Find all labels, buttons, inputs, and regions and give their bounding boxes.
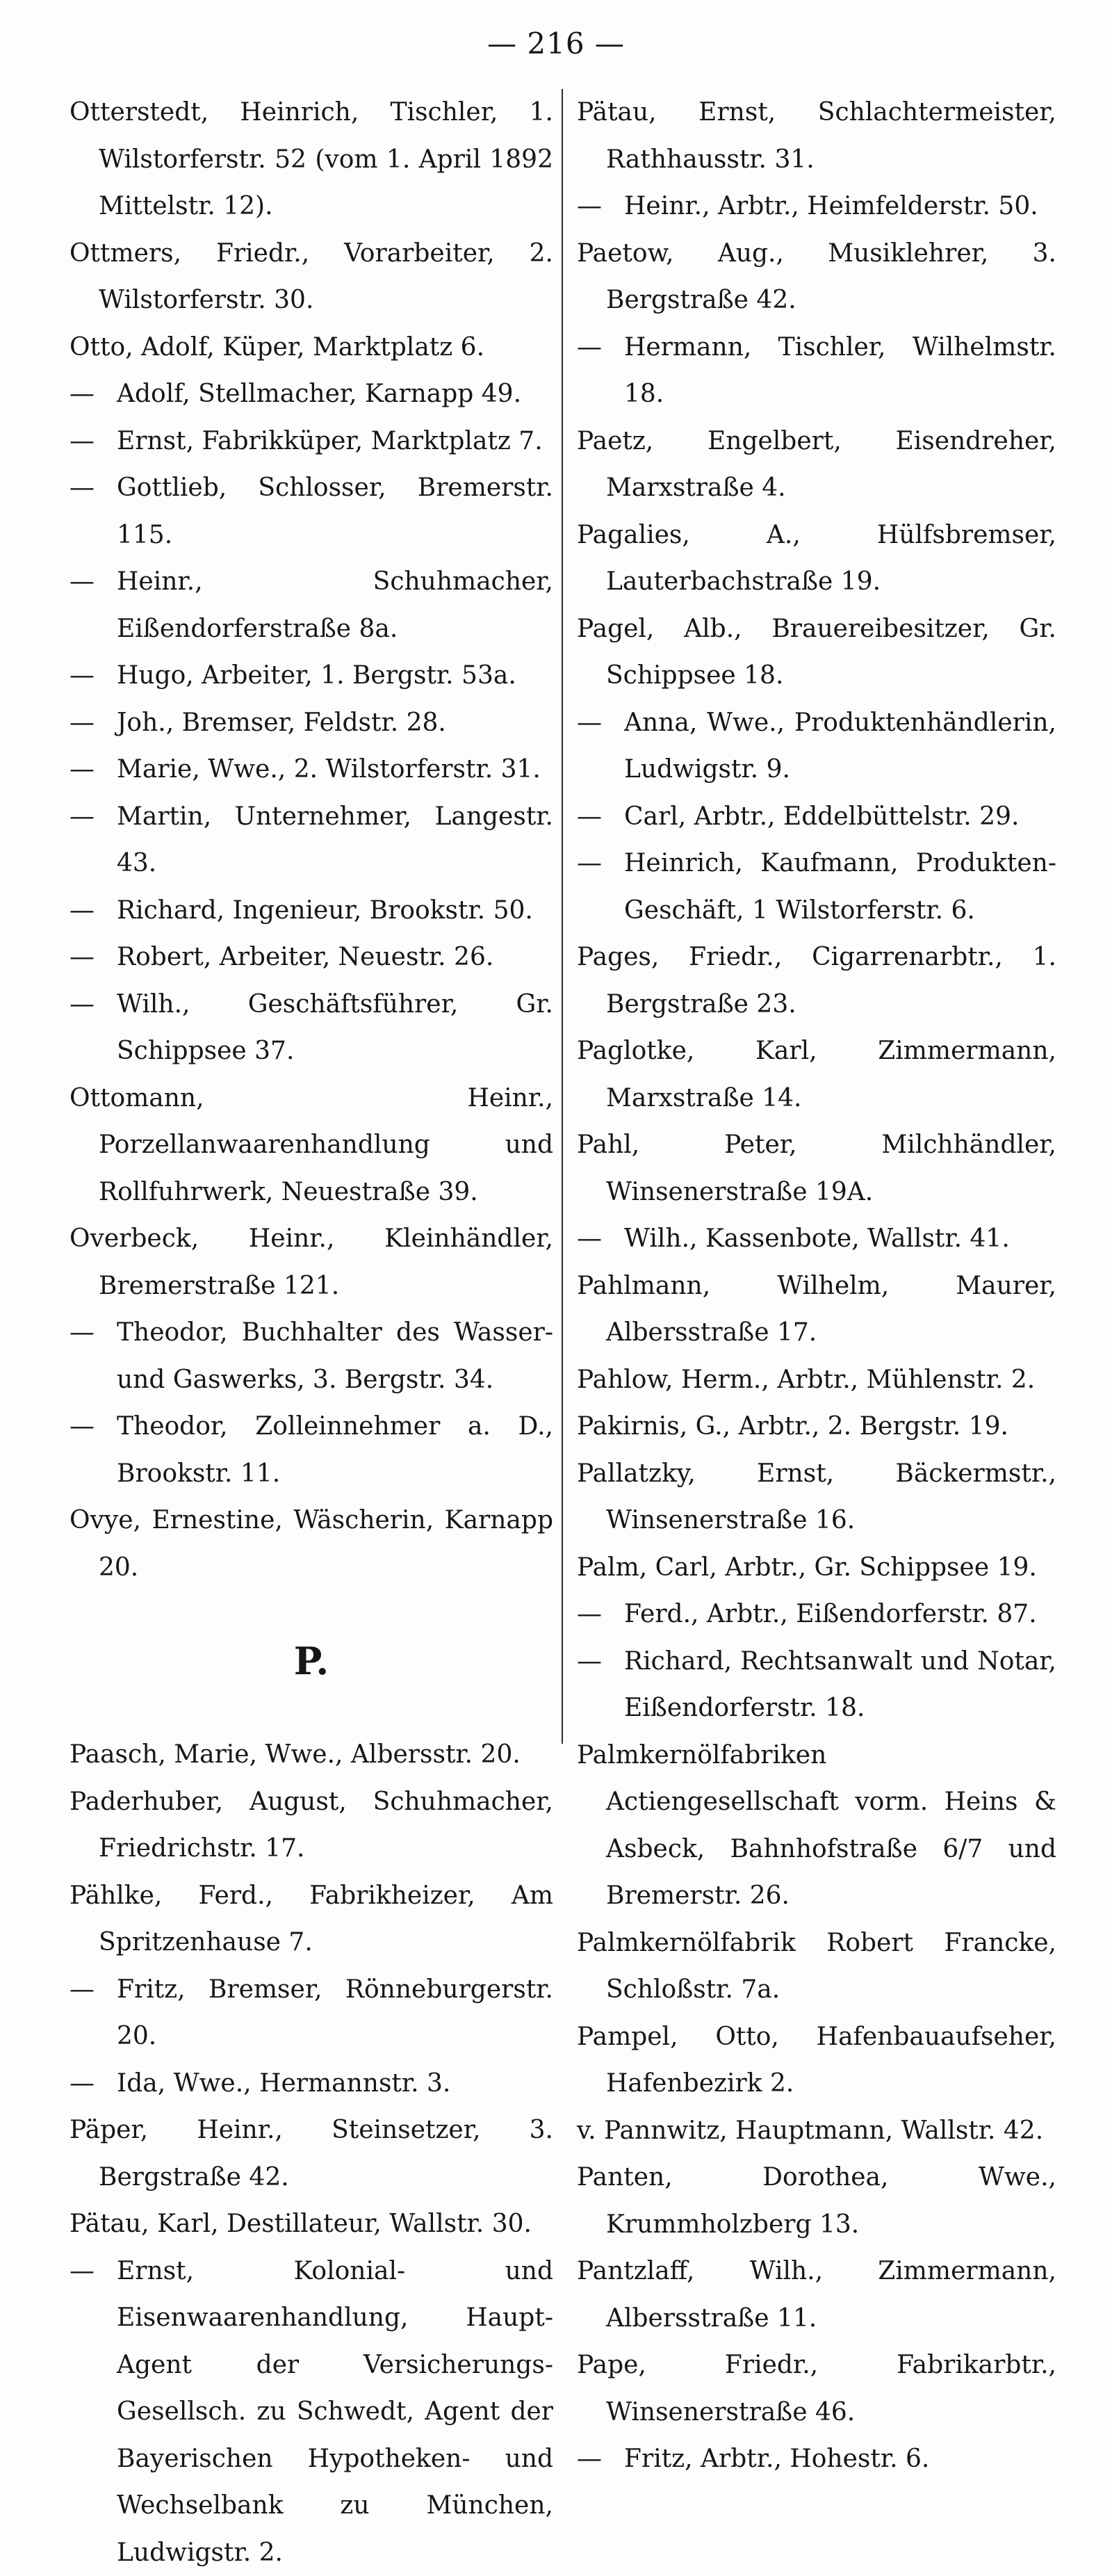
entry-text: Palm, Carl, Arbtr., Gr. Schippsee 19. (577, 1553, 1037, 1582)
repeat-name-dash: — (70, 558, 117, 606)
directory-entry (577, 1450, 1056, 1544)
directory-entry (70, 981, 553, 1075)
directory-entry (577, 1403, 1056, 1450)
entry-text: Pape, Friedr., Fabrikarbtr., Winsenerstraße 46. (577, 2351, 1056, 2427)
repeat-name-dash: — (70, 371, 117, 418)
repeat-name-dash: — (577, 183, 624, 230)
repeat-name-dash: — (70, 2060, 117, 2107)
left-column (70, 89, 553, 2576)
repeat-name-dash: — (577, 1591, 624, 1638)
directory-entry (577, 2342, 1056, 2436)
directory-entry (577, 2154, 1056, 2248)
directory-entry (577, 1732, 1056, 1920)
directory-entry (70, 699, 553, 747)
entry-text: Gottlieb, Schlosser, Bremerstr. 115. (117, 473, 553, 549)
directory-entry (70, 230, 553, 324)
entry-text: Marie, Wwe., 2. Wilstorferstr. 31. (117, 755, 541, 784)
entry-text: Ovye, Ernestine, Wäscherin, Karnapp 20. (70, 1506, 553, 1582)
directory-entry (70, 1497, 553, 1591)
directory-entry (577, 2107, 1056, 2155)
directory-entry (70, 2107, 553, 2201)
entry-text: Robert, Arbeiter, Neuestr. 26. (117, 943, 493, 971)
directory-entry (577, 89, 1056, 183)
directory-entry (577, 2248, 1056, 2342)
directory-entry (577, 1544, 1056, 1591)
entry-text: Wilh., Kassenbote, Wallstr. 41. (624, 1224, 1010, 1253)
entry-text: Theodor, Buchhalter des Wasser- und Gaswerks, 3. Bergstr. 34. (117, 1318, 553, 1394)
entry-text: Paglotke, Karl, Zimmermann, Marxstraße 14. (577, 1037, 1056, 1112)
entry-text: Otterstedt, Heinrich, Tischler, 1. Wilstorferstr. 52 (vom 1. April 1892 Mittelstr. 12). (70, 98, 553, 220)
repeat-name-dash: — (577, 1215, 624, 1263)
entry-text: Pätau, Ernst, Schlachtermeister, Rathhausstr. 31. (577, 98, 1056, 174)
directory-entry (577, 1121, 1056, 1215)
entry-text: Hugo, Arbeiter, 1. Bergstr. 53a. (117, 661, 516, 690)
directory-entry (577, 1215, 1056, 1263)
directory-entry (577, 1263, 1056, 1356)
directory-entry (577, 606, 1056, 699)
directory-entry (70, 1075, 553, 1216)
repeat-name-dash: — (70, 934, 117, 981)
entry-text: Palmkernölfabrik Robert Francke, Schloßstr. 7a. (577, 1929, 1056, 2004)
repeat-name-dash: — (70, 418, 117, 465)
directory-entry (70, 934, 553, 981)
directory-entry (70, 1731, 553, 1779)
entry-text: Theodor, Zolleinnehmer a. D., Brookstr. 11. (117, 1412, 553, 1488)
entry-text: Richard, Rechtsanwalt und Notar, Eißendorferstr. 18. (624, 1647, 1056, 1723)
directory-entry (70, 371, 553, 418)
directory-entry (70, 324, 553, 371)
repeat-name-dash: — (70, 746, 117, 793)
entry-text: Paderhuber, August, Schuhmacher, Friedrichstr. 17. (70, 1788, 553, 1863)
entry-text: Otto, Adolf, Küper, Marktplatz 6. (70, 333, 484, 362)
entry-text: Martin, Unternehmer, Langestr. 43. (117, 802, 553, 878)
directory-entry (70, 746, 553, 793)
entry-text: Pahl, Peter, Milchhändler, Winsenerstraße 19A. (577, 1131, 1056, 1206)
directory-entry (577, 840, 1056, 934)
directory-entry (70, 1403, 553, 1497)
repeat-name-dash: — (577, 324, 624, 371)
entry-text: Anna, Wwe., Produktenhändlerin, Ludwigstr. 9. (624, 708, 1056, 784)
entry-text: Paetz, Engelbert, Eisendreher, Marxstraße 4. (577, 427, 1056, 503)
directory-entry (577, 934, 1056, 1028)
entry-text: Hermann, Tischler, Wilhelmstr. 18. (624, 333, 1056, 409)
entry-text: Pahlmann, Wilhelm, Maurer, Albersstraße 17. (577, 1272, 1056, 1347)
entry-text: Ida, Wwe., Hermannstr. 3. (117, 2069, 450, 2098)
directory-entry (577, 1356, 1056, 1404)
entry-text: Pages, Friedr., Cigarrenarbtr., 1. Bergstraße 23. (577, 943, 1056, 1019)
repeat-name-dash: — (577, 840, 624, 887)
repeat-name-dash: — (577, 699, 624, 747)
directory-entry (70, 2201, 553, 2248)
repeat-name-dash: — (70, 464, 117, 512)
repeat-name-dash: — (70, 2248, 117, 2295)
repeat-name-dash: — (70, 887, 117, 934)
entry-text: Fritz, Bremser, Rönneburgerstr. 20. (117, 1975, 553, 2051)
entry-text: Pätau, Karl, Destillateur, Wallstr. 30. (70, 2210, 532, 2238)
entry-text: Pählke, Ferd., Fabrikheizer, Am Spritzenhause 7. (70, 1881, 553, 1957)
entry-text: Fritz, Arbtr., Hohestr. 6. (624, 2445, 929, 2473)
repeat-name-dash: — (70, 793, 117, 841)
repeat-name-dash: — (577, 793, 624, 841)
entry-text: Palmkernölfabriken Actiengesellschaft vorm. Heins & Asbeck, Bahnhofstraße 6/7 und Bremerstr. 26. (577, 1741, 1056, 1911)
directory-entry (577, 699, 1056, 793)
entry-text: Overbeck, Heinr., Kleinhändler, Bremerstraße 121. (70, 1224, 553, 1300)
entry-text: Pahlow, Herm., Arbtr., Mühlenstr. 2. (577, 1366, 1035, 1394)
directory-entry (577, 230, 1056, 324)
entry-text: Pagalies, A., Hülfsbremser, Lauterbachstraße 19. (577, 521, 1056, 597)
directory-entry (70, 418, 553, 465)
section-letter-heading: P. (70, 1591, 553, 1731)
entry-text: Pantzlaff, Wilh., Zimmermann, Albersstraße 11. (577, 2257, 1056, 2333)
entry-text: Pagel, Alb., Brauereibesitzer, Gr. Schippsee 18. (577, 615, 1056, 690)
entry-text: Heinrich, Kaufmann, Produkten-Geschäft, 1 Wilstorferstr. 6. (624, 849, 1056, 925)
directory-entry (70, 1309, 553, 1403)
entry-text: Paasch, Marie, Wwe., Albersstr. 20. (70, 1740, 521, 1769)
repeat-name-dash: — (577, 1638, 624, 1685)
entry-text: Ernst, Fabrikküper, Marktplatz 7. (117, 427, 543, 455)
left-entries-o (70, 89, 553, 1591)
entry-text: Adolf, Stellmacher, Karnapp 49. (117, 380, 521, 408)
entry-text: Carl, Arbtr., Eddelbüttelstr. 29. (624, 802, 1019, 831)
directory-entry (70, 652, 553, 699)
entry-text: Ernst, Kolonial- und Eisenwaarenhandlung, Haupt-Agent der Versicherungs-Gesellsch. zu Schwedt, Agent der Bayerischen Hypotheken- und Wechselbank zu München, Ludwigstr. 2. (117, 2257, 553, 2567)
directory-entry (70, 89, 553, 230)
repeat-name-dash: — (70, 981, 117, 1028)
entry-text: Heinr., Arbtr., Heimfelderstr. 50. (624, 192, 1038, 220)
repeat-name-dash: — (70, 1403, 117, 1450)
directory-entry (70, 464, 553, 558)
entry-text: Wilh., Geschäftsführer, Gr. Schippsee 37. (117, 990, 553, 1066)
directory-entry (70, 1215, 553, 1309)
directory-entry (577, 512, 1056, 606)
directory-entry (70, 2060, 553, 2107)
repeat-name-dash: — (70, 1966, 117, 2014)
entry-text: Panten, Dorothea, Wwe., Krummholzberg 13. (577, 2163, 1056, 2239)
entry-text: Joh., Bremser, Feldstr. 28. (117, 708, 446, 737)
entry-text: Ferd., Arbtr., Eißendorferstr. 87. (624, 1600, 1037, 1628)
directory-entry (70, 1779, 553, 1872)
left-entries-p (70, 1731, 553, 2576)
directory-entry (577, 1591, 1056, 1638)
directory-entry (577, 418, 1056, 512)
entry-text: Ottomann, Heinr., Porzellanwaarenhandlung und Rollfuhrwerk, Neuestraße 39. (70, 1084, 553, 1206)
entry-text: Pakirnis, G., Arbtr., 2. Bergstr. 19. (577, 1412, 1008, 1441)
entry-text: Pallatzky, Ernst, Bäckermstr., Winsenerstraße 16. (577, 1459, 1056, 1535)
entry-text: Richard, Ingenieur, Brookstr. 50. (117, 896, 533, 925)
directory-entry (70, 2248, 553, 2576)
repeat-name-dash: — (70, 652, 117, 699)
right-column (577, 89, 1056, 2483)
directory-entry (577, 793, 1056, 841)
entry-text: Pampel, Otto, Hafenbauaufseher, Hafenbezirk 2. (577, 2023, 1056, 2098)
directory-entry (577, 1028, 1056, 1121)
directory-entry (577, 1920, 1056, 2014)
repeat-name-dash: — (70, 699, 117, 747)
entry-text: v. Pannwitz, Hauptmann, Wallstr. 42. (577, 2116, 1043, 2145)
directory-entry (577, 183, 1056, 230)
directory-entry (577, 324, 1056, 418)
repeat-name-dash: — (577, 2436, 624, 2483)
entry-text: Heinr., Schuhmacher, Eißendorferstraße 8a. (117, 567, 553, 643)
directory-entry (70, 793, 553, 887)
directory-entry (577, 2014, 1056, 2107)
entry-text: Päper, Heinr., Steinsetzer, 3. Bergstraße 42. (70, 2116, 553, 2192)
repeat-name-dash: — (70, 1309, 117, 1356)
column-divider (562, 89, 563, 1744)
directory-entry (70, 887, 553, 934)
right-entries-p (577, 89, 1056, 2483)
directory-entry (577, 2436, 1056, 2483)
directory-entry (70, 1872, 553, 1966)
directory-entry (577, 1638, 1056, 1732)
entry-text: Ottmers, Friedr., Vorarbeiter, 2. Wilstorferstr. 30. (70, 239, 553, 315)
directory-entry (70, 1966, 553, 2060)
page-number: — 216 — (0, 26, 1112, 60)
directory-entry (70, 558, 553, 652)
entry-text: Paetow, Aug., Musiklehrer, 3. Bergstraße 42. (577, 239, 1056, 315)
